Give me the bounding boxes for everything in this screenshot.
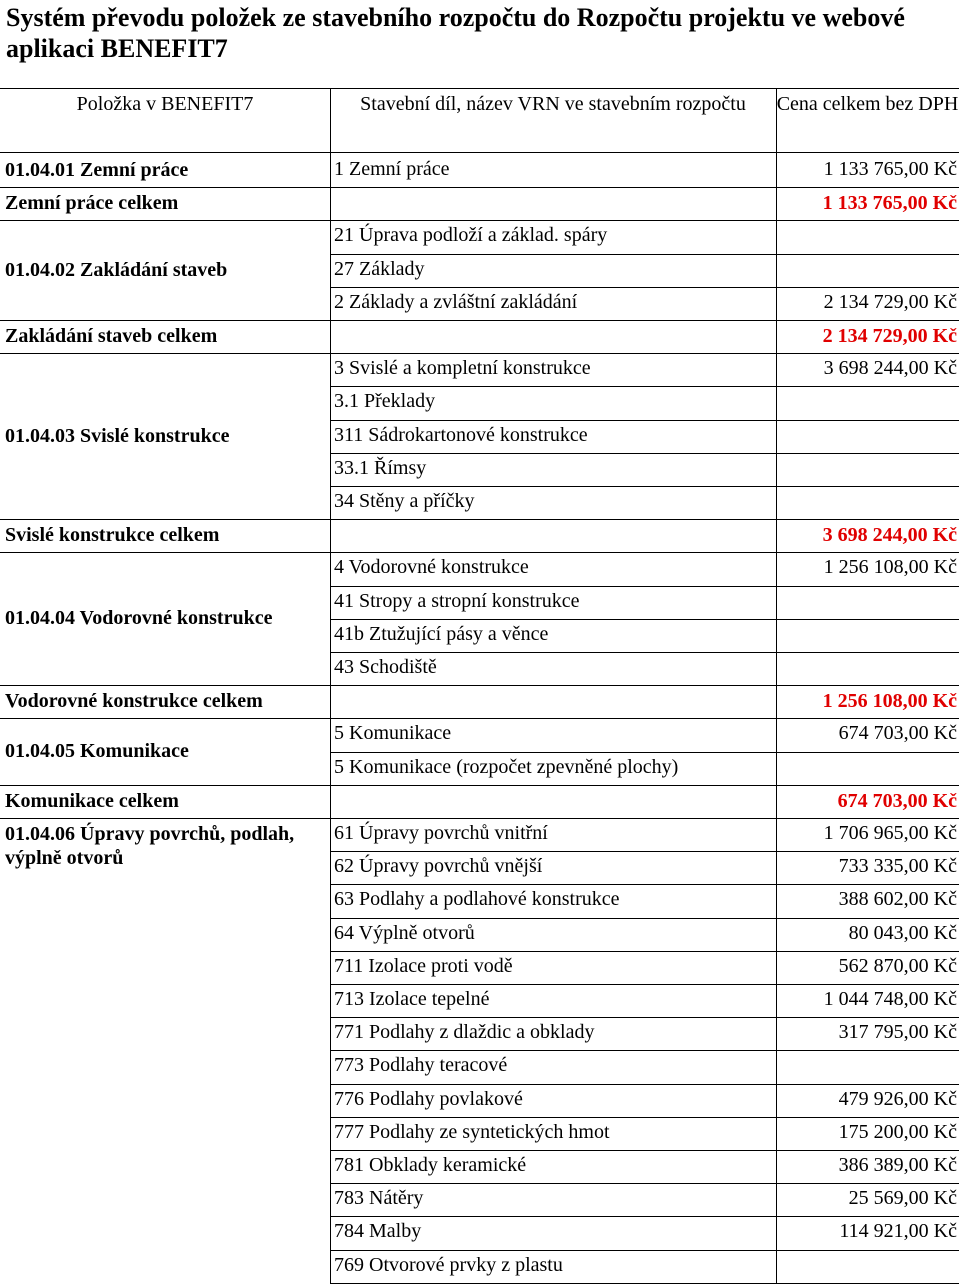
- grid-line-v: [330, 550, 331, 685]
- price-value: 674 703,00 Kč: [838, 722, 957, 745]
- section-name: 43 Schodiště: [334, 656, 437, 678]
- grid-line-h: [0, 353, 959, 354]
- page-title: Systém převodu položek ze stavebního rozpočtu do Rozpočtu projektu ve webové aplikaci BENEFIT7: [6, 3, 905, 63]
- price-value: 388 602,00 Kč: [838, 888, 957, 911]
- group-total-value: 1 133 765,00 Kč: [822, 192, 957, 215]
- price-value: 175 200,00 Kč: [838, 1120, 957, 1143]
- section-name: 713 Izolace tepelné: [334, 988, 490, 1010]
- section-name: 5 Komunikace: [334, 722, 452, 745]
- grid-line-h: [330, 1017, 959, 1018]
- section-name: 3 Svislé a kompletní konstrukce: [334, 357, 591, 380]
- grid-line-h: [330, 254, 959, 255]
- price-value: 479 926,00 Kč: [838, 1087, 957, 1110]
- grid-line-v: [330, 320, 331, 353]
- section-name: 773 Podlahy teracové: [334, 1054, 508, 1077]
- section-name: 711 Izolace proti vodě: [334, 954, 513, 977]
- grid-line-h: [0, 552, 959, 553]
- grid-line-h: [330, 984, 959, 985]
- header-item: Položka v BENEFIT7: [76, 93, 254, 115]
- grid-line-v: [776, 320, 777, 353]
- grid-line-h: [0, 818, 959, 819]
- section-name: 34 Stěny a příčky: [334, 490, 475, 512]
- price-value: 3 698 244,00 Kč: [823, 357, 957, 380]
- grid-line-v: [330, 685, 331, 718]
- group-total-label: Vodorovné konstrukce celkem: [5, 690, 263, 713]
- grid-line-v: [330, 351, 331, 519]
- grid-line-h: [0, 519, 959, 520]
- section-name: 61 Úpravy povrchů vnitřní: [334, 822, 548, 844]
- grid-line-h: [0, 785, 959, 786]
- grid-line-h: [330, 486, 959, 487]
- section-name: 4 Vodorovné konstrukce: [334, 556, 529, 579]
- grid-line-h: [330, 453, 959, 454]
- section-name: 3.1 Překlady: [334, 390, 436, 413]
- grid-line-h: [330, 287, 959, 288]
- grid-line-v: [776, 550, 777, 685]
- header-price: Cena celkem bez DPH: [776, 93, 959, 115]
- grid-line-h: [330, 1216, 959, 1217]
- section-name: 771 Podlahy z dlaždic a obklady: [334, 1021, 595, 1044]
- price-value: 2 134 729,00 Kč: [823, 290, 957, 313]
- section-name: 21 Úprava podloží a základ. spáry: [334, 224, 608, 247]
- grid-line-v: [776, 218, 777, 320]
- section-name: 784 Malby: [334, 1220, 422, 1243]
- budget-item: 01.04.02 Zakládání staveb: [5, 258, 228, 281]
- grid-line-h: [330, 1150, 959, 1151]
- section-name: 777 Podlahy ze syntetických hmot: [334, 1120, 610, 1143]
- grid-line-h: [330, 1183, 959, 1184]
- grid-line-h: [330, 1050, 959, 1051]
- section-name: 781 Obklady keramické: [334, 1154, 527, 1176]
- section-name: 776 Podlahy povlakové: [334, 1087, 523, 1110]
- group-total-label: Zakládání staveb celkem: [5, 325, 218, 347]
- budget-item: 01.04.06 Úpravy povrchů, podlah, výplně otvorů: [5, 823, 295, 869]
- section-name: 783 Nátěry: [334, 1187, 424, 1210]
- section-name: 2 Základy a zvláštní zakládání: [334, 290, 578, 313]
- grid-line-h: [330, 1250, 959, 1251]
- grid-line-h: [330, 386, 959, 387]
- grid-line-v: [776, 785, 777, 818]
- section-name: 62 Úpravy povrchů vnější: [334, 855, 543, 878]
- price-value: 1 044 748,00 Kč: [823, 988, 957, 1010]
- price-value: 317 795,00 Kč: [838, 1021, 957, 1044]
- grid-line-v: [330, 187, 331, 220]
- price-value: 1 133 765,00 Kč: [823, 158, 957, 180]
- section-name: 41 Stropy a stropní konstrukce: [334, 589, 580, 612]
- price-value: 562 870,00 Kč: [838, 954, 957, 977]
- grid-line-h: [0, 187, 959, 188]
- section-name: 64 Výplně otvorů: [334, 921, 475, 944]
- grid-line-v: [330, 785, 331, 818]
- grid-line-v: [776, 716, 777, 784]
- budget-item: 01.04.03 Svislé konstrukce: [5, 424, 230, 447]
- section-name: 33.1 Římsy: [334, 456, 427, 479]
- section-name: 27 Základy: [334, 257, 425, 280]
- grid-line-h: [0, 718, 959, 719]
- budget-item: 01.04.05 Komunikace: [5, 740, 189, 763]
- grid-line-v: [330, 88, 331, 152]
- header-section: Stavební díl, název VRN ve stavebním rozpočtu: [360, 93, 746, 115]
- grid-line-v: [776, 152, 777, 187]
- section-name: 311 Sádrokartonové konstrukce: [334, 423, 588, 446]
- grid-line-h: [330, 420, 959, 421]
- grid-line-h: [330, 652, 959, 653]
- price-value: 1 706 965,00 Kč: [823, 822, 957, 844]
- section-name: 1 Zemní práce: [334, 158, 450, 180]
- grid-line-h: [330, 951, 959, 952]
- price-value: 25 569,00 Kč: [848, 1187, 957, 1210]
- grid-line-h: [330, 619, 959, 620]
- grid-line-v: [330, 218, 331, 320]
- grid-line-h: [330, 918, 959, 919]
- grid-line-h: [330, 752, 959, 753]
- price-value: 733 335,00 Kč: [838, 855, 957, 878]
- grid-line-v: [776, 816, 777, 1283]
- grid-line-h: [330, 586, 959, 587]
- grid-line-h: [330, 1084, 959, 1085]
- grid-line-v: [330, 816, 331, 1283]
- section-name: 41b Ztužující pásy a věnce: [334, 622, 549, 645]
- group-total-value: 2 134 729,00 Kč: [822, 325, 957, 347]
- group-total-value: 3 698 244,00 Kč: [822, 524, 957, 547]
- grid-line-v: [776, 187, 777, 220]
- grid-line-h: [330, 884, 959, 885]
- group-total-label: Svislé konstrukce celkem: [5, 524, 220, 547]
- group-total-label: Komunikace celkem: [5, 789, 179, 812]
- grid-line-v: [330, 152, 331, 187]
- section-name: 769 Otvorové prvky z plastu: [334, 1253, 563, 1276]
- budget-item: 01.04.04 Vodorovné konstrukce: [5, 607, 273, 630]
- grid-line-v: [330, 519, 331, 552]
- grid-line-h: [330, 851, 959, 852]
- grid-line-h: [0, 320, 959, 321]
- price-value: 80 043,00 Kč: [848, 921, 957, 944]
- grid-line-v: [330, 716, 331, 784]
- grid-line-v: [776, 685, 777, 718]
- grid-line-v: [776, 351, 777, 519]
- grid-line-h: [0, 685, 959, 686]
- price-value: 386 389,00 Kč: [838, 1154, 957, 1176]
- budget-item: 01.04.01 Zemní práce: [5, 159, 189, 182]
- grid-line-v: [776, 88, 777, 152]
- grid-line-h: [0, 152, 959, 153]
- group-total-value: 674 703,00 Kč: [837, 789, 957, 812]
- section-name: 5 Komunikace (rozpočet zpevněné plochy): [334, 755, 679, 778]
- section-name: 63 Podlahy a podlahové konstrukce: [334, 888, 620, 911]
- price-value: 1 256 108,00 Kč: [823, 556, 957, 579]
- group-total-label: Zemní práce celkem: [5, 192, 179, 215]
- grid-line-h: [0, 220, 959, 221]
- grid-line-h: [330, 1117, 959, 1118]
- grid-line-v: [776, 519, 777, 552]
- grid-line-h: [0, 88, 959, 89]
- price-value: 114 921,00 Kč: [839, 1220, 957, 1243]
- group-total-value: 1 256 108,00 Kč: [822, 690, 957, 713]
